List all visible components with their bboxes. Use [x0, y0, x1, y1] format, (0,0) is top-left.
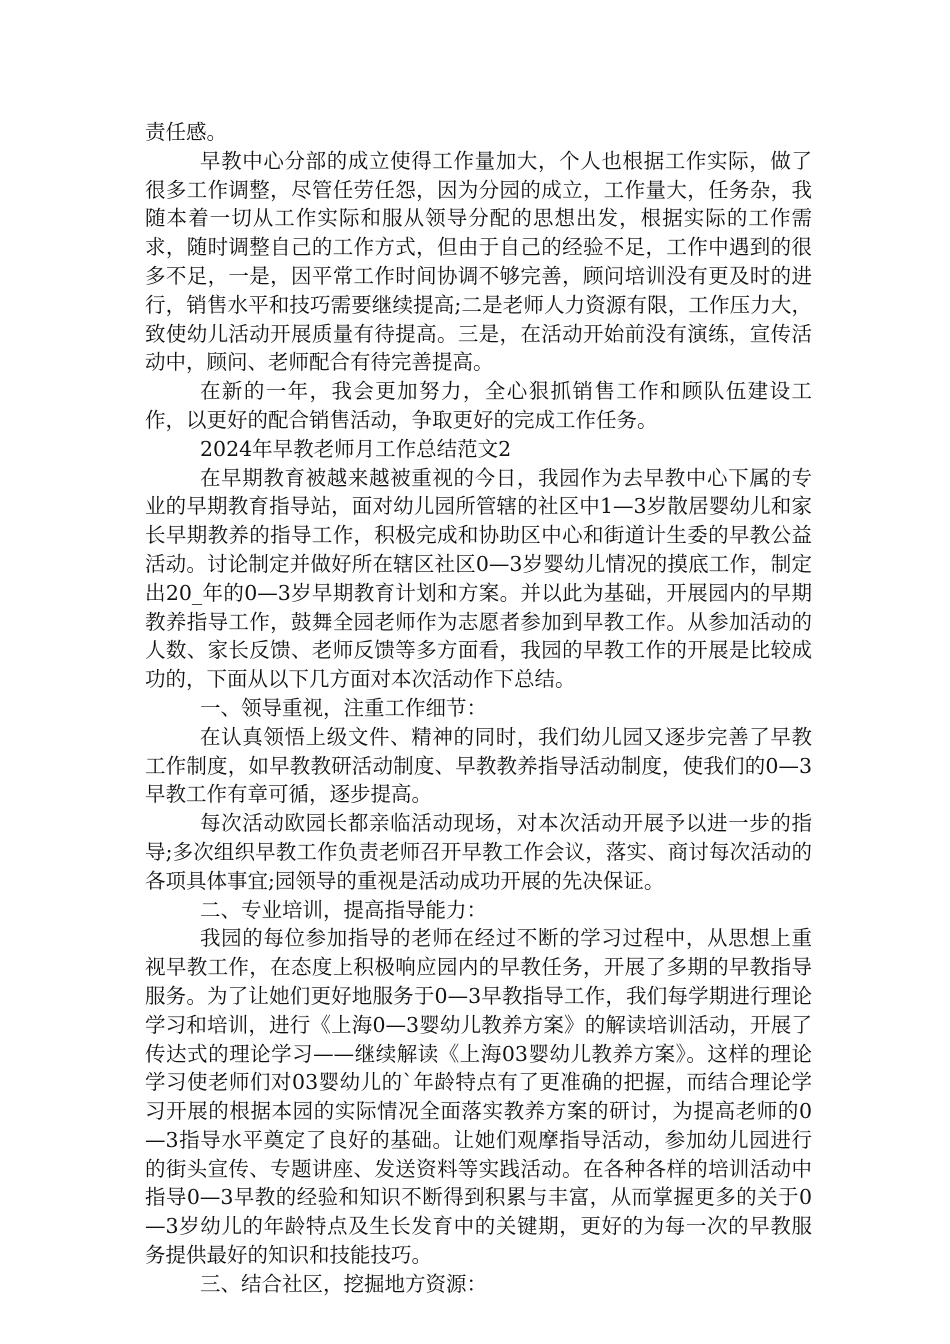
paragraph-continuation: 责任感。: [145, 120, 227, 144]
heading-community-resources: 三、结合社区，挖掘地方资源：: [200, 1271, 487, 1296]
paragraph-leadership-presence: 每次活动欧园长都亲临活动现场，对本次活动开展予以进一步的指导;多次组织早教工作负责老师召开早教工作会议，落实、商讨每次活动的各项具体事宜;园领导的重视是活动成功开展的先决保证。: [145, 811, 812, 893]
document-page: [145, 118, 812, 1299]
paragraph-new-year-plan: 在新的一年，我会更加努力，全心狠抓销售工作和顾队伍建设工作，以更好的配合销售活动，争取更好的完成工作任务。: [145, 379, 812, 432]
paragraph-work-adjustments: 早教中心分部的成立使得工作量加大，个人也根据工作实际，做了很多工作调整，尽管任劳任怨，因为分园的成立，工作量大，任务杂，我随本着一切从工作实际和服从领导分配的思想出发，根据实际的工作需求，随时调整自己的工作方式，但由于自己的经验不足，工作中遇到的很多不足，一是，因平常工作时间协调不够完善，顾问培训没有更及时的进行，销售水平和技巧需要继续提高;二是老师人力资源有限，工作压力大，致使幼儿活动开展质量有待提高。三是，在活动开始前没有演练，宣传活动中，顾问、老师配合有待完善提高。: [145, 148, 812, 375]
paragraph-early-education-intro: 在早期教育被越来越被重视的今日，我园作为去早教中心下属的专业的早期教育指导站，面对幼儿园所管辖的社区中1—3岁散居婴幼儿和家长早期教养的指导工作，积极完成和协助区中心和街道计生委的早教公益活动。讨论制定并做好所在辖区社区0—3岁婴幼儿情况的摸底工作，制定出20_年的0—3岁早期教育计划和方案。并以此为基础，开展园内的早期教养指导工作，鼓舞全园老师作为志愿者参加到早教工作。从参加活动的人数、家长反馈、老师反馈等多方面看，我园的早教工作的开展是比较成功的，下面从以下几方面对本次活动作下总结。: [145, 465, 812, 692]
heading-leadership: 一、领导重视，注重工作细节：: [200, 695, 487, 720]
paragraph-training-details: 我园的每位参加指导的老师在经过不断的学习过程中，从思想上重视早教工作，在态度上积极响应园内的早教任务，开展了多期的早教指导服务。为了让她们更好地服务于0—3早教指导工作，我们每学期进行理论学习和培训，进行《上海0—3婴幼儿教养方案》的解读培训活动，开展了传达式的理论学习——继续解读《上海03婴幼儿教养方案》。这样的理论学习使老师们对03婴幼儿的`年龄特点有了更准确的把握，而结合理论学习开展的根据本园的实际情况全面落实教养方案的研讨，为提高老师的0—3指导水平奠定了良好的基础。让她们观摩指导活动，参加幼儿园进行的街头宣传、专题讲座、发送资料等实践活动。在各种各样的培训活动中指导0—3早教的经验和知识不断得到积累与丰富，从而掌握更多的关于0—3岁幼儿的年龄特点及生长发育中的关键期，更好的为每一次的早教服务提供最好的知识和技能技巧。: [145, 926, 812, 1268]
heading-professional-training: 二、专业培训，提高指导能力：: [200, 897, 487, 922]
section-title-example-2: 2024年早教老师月工作总结范文2: [200, 436, 512, 461]
paragraph-leadership-system: 在认真领悟上级文件、精神的同时，我们幼儿园又逐步完善了早教工作制度，如早教教研活动制度、早教教养指导活动制度，使我们的0—3早教工作有章可循，逐步提高。: [145, 724, 812, 807]
